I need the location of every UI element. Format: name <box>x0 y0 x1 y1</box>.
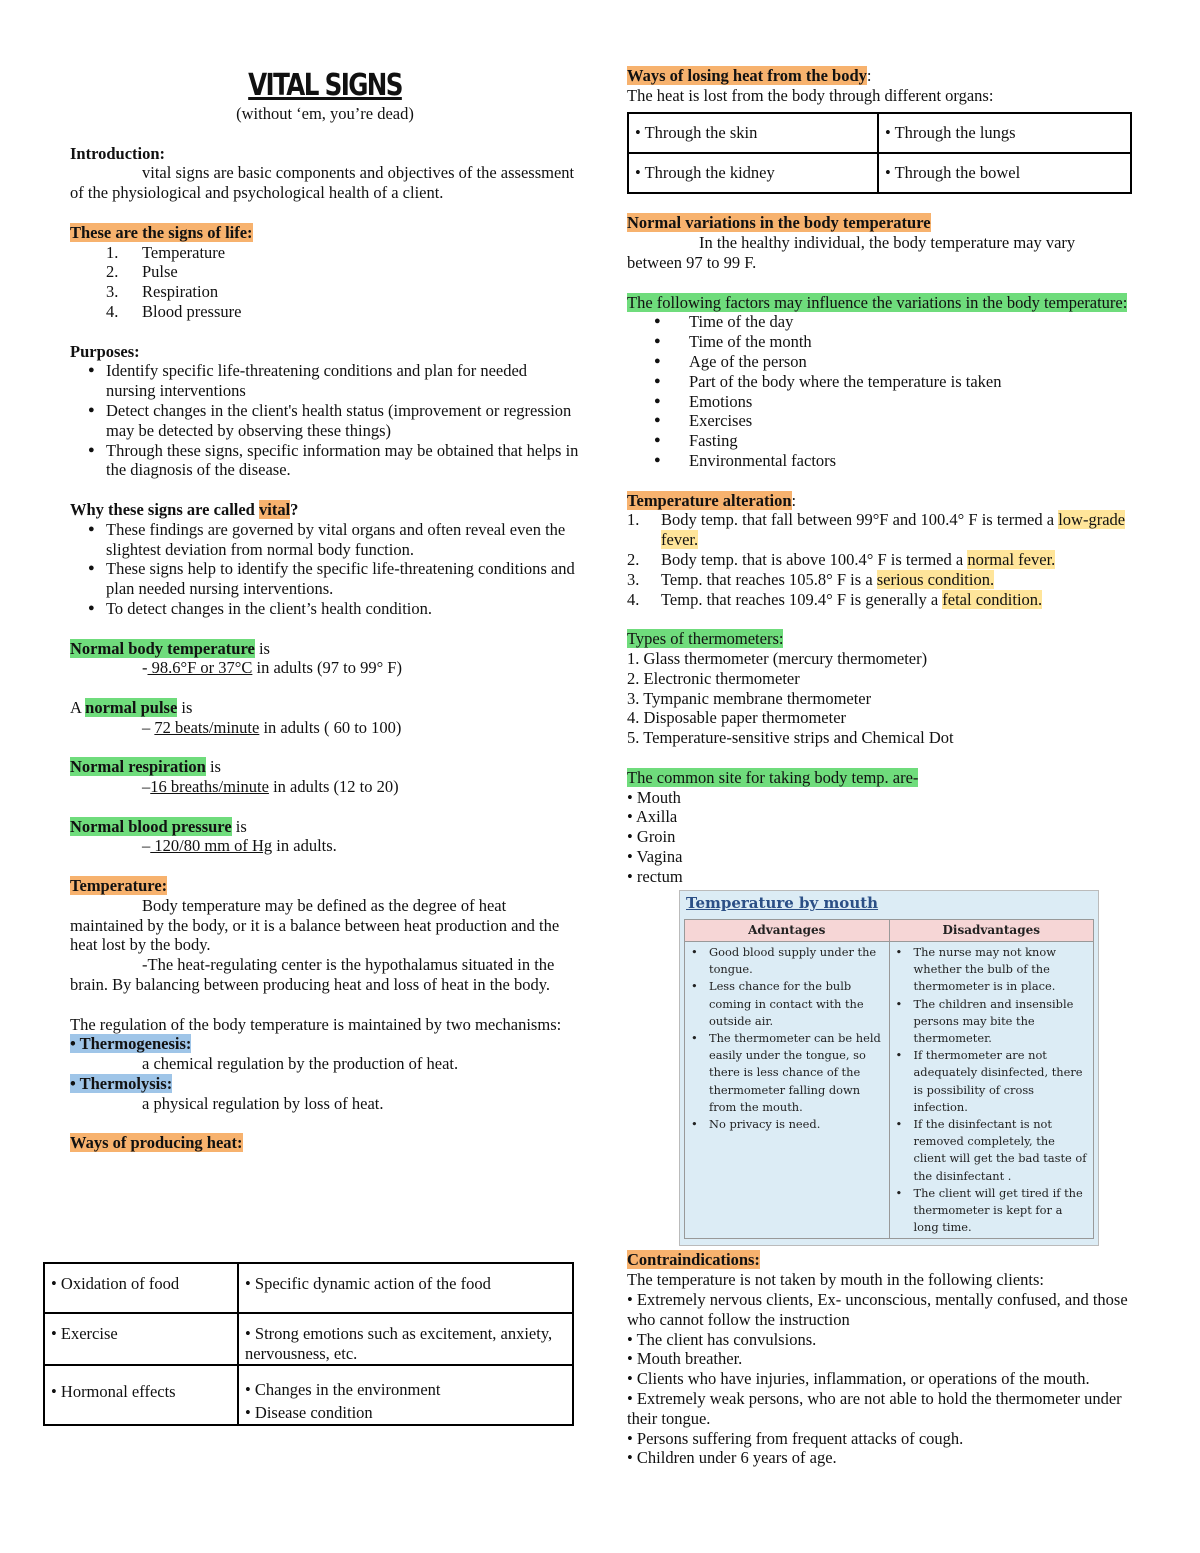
advantages-table <box>684 919 1094 1240</box>
list-item: • Mouth breather. <box>627 1349 743 1369</box>
why-vital-heading: Why these signs are called vital? <box>70 499 299 519</box>
list-item: 3. Tympanic membrane thermometer <box>627 688 872 708</box>
list-item: • If thermometer are not adequately disinfected, there is possibility of cross infection. <box>894 1047 1090 1116</box>
thermogenesis-label: • Thermogenesis: <box>70 1034 192 1054</box>
temperature-heading: Temperature: <box>70 876 168 896</box>
list-item: • The client has convulsions. <box>627 1329 817 1349</box>
table-row <box>44 1263 573 1313</box>
list-item: • Less chance for the bulb coming in contact with the outside air. <box>689 978 885 1030</box>
normal-bp-value: – 120/80 mm of Hg in adults. <box>142 836 337 856</box>
list-item: ● Time of the day <box>627 312 1132 332</box>
list-item: 3. Temp. that reaches 105.8° F is a serious condition. <box>627 569 995 589</box>
thermolysis-text: a physical regulation by loss of heat. <box>142 1093 384 1113</box>
thermometers-heading: Types of thermometers: <box>627 629 784 649</box>
table-row <box>44 1313 573 1365</box>
list-item: • Groin <box>627 827 676 847</box>
list-item: • If the disinfectant is not removed completely, the client will get the bad taste of the disinfectant . <box>894 1116 1090 1185</box>
alteration-list <box>627 510 1132 609</box>
page-subtitle: (without ‘em, you’re dead) <box>236 104 414 123</box>
why-vital-list <box>70 520 580 619</box>
table-cell: • Changes in the environment • Disease condition <box>238 1365 573 1425</box>
signs-heading: These are the signs of life: <box>70 222 253 242</box>
figure-title: Temperature by mouth <box>686 894 879 913</box>
list-item: • The children and insensible persons may bite the thermometer. <box>894 996 1090 1048</box>
losing-heat-intro: The heat is lost from the body through different organs: <box>627 85 994 105</box>
list-item: • The thermometer can be held easily under the tongue, so there is less chance of the thermometer falling down from the mouth. <box>689 1030 885 1116</box>
list-item: • Persons suffering from frequent attacks of cough. <box>627 1428 964 1448</box>
list-item: • The client will get tired if the thermometer is kept for a long time. <box>894 1185 1090 1237</box>
list-item: • rectum <box>627 866 683 886</box>
normal-temp-value: - 98.6°F or 37°C in adults (97 to 99° F) <box>142 658 402 678</box>
temperature-by-mouth-figure <box>679 890 1099 1246</box>
list-item: ● Time of the month <box>627 332 1132 352</box>
list-item: ● Detect changes in the client's health status (improvement or regression may be detected by observing these things) <box>70 401 580 441</box>
table-row <box>44 1365 573 1425</box>
producing-heat-table <box>43 1262 574 1426</box>
list-item: • Extremely nervous clients, Ex- unconscious, mentally confused, and those who cannot follow the instruction <box>627 1289 1128 1329</box>
list-item: ● These findings are governed by vital organs and often reveal even the slightest deviation from normal body function. <box>70 520 580 560</box>
list-item: ● Fasting <box>627 431 1132 451</box>
advantages-header: Advantages <box>685 919 890 941</box>
losing-heat-heading: Ways of losing heat from the body: <box>627 66 872 85</box>
losing-heat-table <box>627 112 1132 194</box>
purposes-list <box>70 361 580 480</box>
list-item: 1. Glass thermometer (mercury thermometer) <box>627 648 928 668</box>
list-item: 4. Disposable paper thermometer <box>627 708 847 728</box>
list-item: 4. Blood pressure <box>106 301 242 321</box>
list-item: ● Through these signs, specific information may be obtained that helps in the diagnosis of the disease. <box>70 441 580 481</box>
table-cell: • Hormonal effects <box>44 1365 238 1425</box>
list-item: ● These signs help to identify the specific life-threatening conditions and plan needed nursing interventions. <box>70 559 580 599</box>
normal-pulse-heading: A normal pulse is <box>70 697 193 717</box>
normal-resp-value: –16 breaths/minute in adults (12 to 20) <box>142 777 399 797</box>
list-item: • Vagina <box>627 846 683 866</box>
table-cell: • Specific dynamic action of the food <box>238 1263 573 1313</box>
right-column <box>627 66 1132 1468</box>
list-item: 4. Temp. that reaches 109.4° F is generally a fetal condition. <box>627 589 1043 609</box>
table-cell: • Through the bowel <box>878 153 1131 193</box>
list-item: • Children under 6 years of age. <box>627 1448 837 1468</box>
table-row <box>628 113 1131 153</box>
list-item: ● Emotions <box>627 392 1132 412</box>
table-cell: • Oxidation of food <box>44 1263 238 1313</box>
thermogenesis-text: a chemical regulation by the production of heat. <box>142 1054 459 1074</box>
intro-heading: Introduction: <box>70 143 166 163</box>
normal-temp-heading: Normal body temperature is <box>70 638 270 658</box>
variations-heading: Normal variations in the body temperature <box>627 213 931 233</box>
table-cell: • Through the lungs <box>878 113 1131 153</box>
table-cell: • Exercise <box>44 1313 238 1365</box>
factors-heading: The following factors may influence the variations in the body temperature: <box>627 292 1128 312</box>
temperature-para1: Body temperature may be defined as the degree of heat maintained by the body, or it is a balance between heat production and the heat lost by the body. <box>70 895 560 955</box>
thermolysis-label: • Thermolysis: <box>70 1074 173 1094</box>
list-item: ● Part of the body where the temperature is taken <box>627 372 1132 392</box>
list-item: 5. Temperature-sensitive strips and Chemical Dot <box>627 728 954 748</box>
list-item: 2. Body temp. that is above 100.4° F is termed a normal fever. <box>627 549 1056 569</box>
table-row <box>628 153 1131 193</box>
table-cell: • Through the skin <box>628 113 878 153</box>
list-item: • Mouth <box>627 787 681 807</box>
contraindications-intro: The temperature is not taken by mouth in the following clients: <box>627 1270 1044 1290</box>
list-item: ● Identify specific life-threatening conditions and plan for needed nursing interventions <box>70 361 580 401</box>
sites-heading: The common site for taking body temp. are- <box>627 767 919 787</box>
list-item: 3. Respiration <box>106 282 219 302</box>
list-item: • Extremely weak persons, who are not able to hold the thermometer under their tongue. <box>627 1388 1122 1428</box>
list-item: ● To detect changes in the client’s health condition. <box>70 599 580 619</box>
producing-heat-heading: Ways of producing heat: <box>70 1133 243 1153</box>
advantages-cell <box>685 941 890 1238</box>
variations-text: In the healthy individual, the body temperature may vary between 97 to 99 F. <box>627 233 1076 272</box>
list-item: 1. Temperature <box>106 242 226 262</box>
signs-list <box>70 243 580 322</box>
list-item: 2. Electronic thermometer <box>627 668 800 688</box>
list-item: • The nurse may not know whether the bulb of the thermometer is in place. <box>894 944 1090 996</box>
disadvantages-header: Disadvantages <box>889 919 1094 941</box>
list-item: 2. Pulse <box>106 262 178 282</box>
table-cell: • Through the kidney <box>628 153 878 193</box>
list-item: • Clients who have injuries, inflammation, or operations of the mouth. <box>627 1369 1090 1389</box>
disadvantages-cell <box>889 941 1094 1238</box>
list-item: • Axilla <box>627 807 678 827</box>
factors-list <box>627 312 1132 470</box>
normal-bp-heading: Normal blood pressure is <box>70 816 247 836</box>
list-item: ● Environmental factors <box>627 451 1132 471</box>
normal-resp-heading: Normal respiration is <box>70 757 221 777</box>
normal-pulse-value: – 72 beats/minute in adults ( 60 to 100) <box>142 717 402 737</box>
list-item: • Good blood supply under the tongue. <box>689 944 885 978</box>
list-item: ● Exercises <box>627 411 1132 431</box>
temperature-para2: -The heat-regulating center is the hypothalamus situated in the brain. By balancing between producing heat and loss of heat in the body. <box>70 955 555 995</box>
left-column <box>70 66 580 1153</box>
list-item: ● Age of the person <box>627 352 1132 372</box>
page-title: VITAL SIGNS <box>248 68 402 103</box>
temperature-para3: The regulation of the body temperature is maintained by two mechanisms: <box>70 1014 562 1034</box>
table-cell: • Strong emotions such as excitement, anxiety, nervousness, etc. <box>238 1313 573 1365</box>
alteration-heading: Temperature alteration: <box>627 490 797 510</box>
contraindications-heading: Contraindications: <box>627 1250 760 1270</box>
purposes-heading: Purposes: <box>70 341 140 361</box>
intro-text: vital signs are basic components and objectives of the assessment of the physiological and psychological health of a client. <box>70 163 575 203</box>
list-item: 1. Body temp. that fall between 99°F and 100.4° F is termed a low-grade fever. <box>627 510 1126 550</box>
list-item: • No privacy is need. <box>689 1116 885 1133</box>
